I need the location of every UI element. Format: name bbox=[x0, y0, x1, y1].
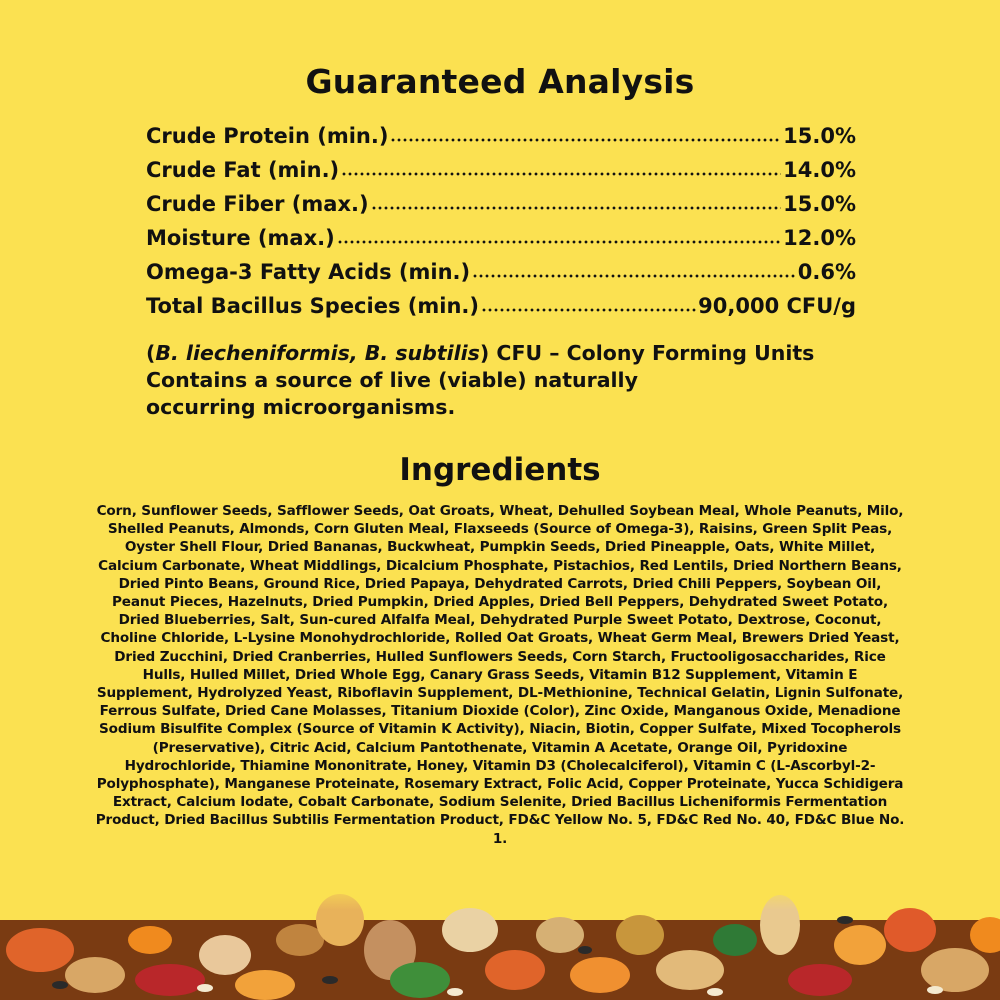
analysis-row-crude-fat bbox=[146, 158, 856, 192]
dot-leader bbox=[472, 273, 796, 279]
analysis-row-bacillus bbox=[146, 294, 856, 328]
cfu-note bbox=[146, 340, 866, 421]
cfu-note-line-3: occurring microorganisms. bbox=[146, 395, 456, 419]
guaranteed-analysis-list bbox=[146, 124, 856, 328]
analysis-label: Total Bacillus Species (min.) bbox=[146, 294, 479, 318]
dot-leader bbox=[341, 171, 781, 177]
ingredients-title: Ingredients bbox=[399, 452, 601, 488]
cfu-definition: ) CFU – Colony Forming Units bbox=[479, 341, 815, 365]
analysis-value: 15.0% bbox=[783, 192, 856, 216]
bacillus-species: B. liecheniformis, B. subtilis bbox=[155, 341, 480, 365]
analysis-row-crude-fiber bbox=[146, 192, 856, 226]
analysis-value: 0.6% bbox=[797, 260, 856, 284]
analysis-label: Omega-3 Fatty Acids (min.) bbox=[146, 260, 471, 284]
analysis-value: 14.0% bbox=[783, 158, 856, 182]
cfu-note-line-2: Contains a source of live (viable) naturally bbox=[146, 368, 638, 392]
analysis-value: 15.0% bbox=[783, 124, 856, 148]
cfu-note-line-1 bbox=[146, 340, 866, 367]
dot-leader bbox=[481, 307, 696, 313]
dot-leader bbox=[337, 239, 781, 245]
guaranteed-analysis-title: Guaranteed Analysis bbox=[305, 62, 695, 101]
analysis-label: Crude Fiber (max.) bbox=[146, 192, 369, 216]
dot-leader bbox=[371, 205, 782, 211]
analysis-label: Crude Protein (min.) bbox=[146, 124, 389, 148]
analysis-row-crude-protein bbox=[146, 124, 856, 158]
analysis-value: 12.0% bbox=[783, 226, 856, 250]
open-paren: ( bbox=[146, 341, 156, 365]
ingredients-list: Corn, Sunflower Seeds, Safflower Seeds, Oat Groats, Wheat, Dehulled Soybean Meal, Whole Peanuts, Milo, Shelled Peanuts, Almonds, Corn Gluten Meal, Flaxseeds (Source of Omega-3), Raisins, Green Split Peas, Oyster Shell Flour, Dried Bananas, Buckwheat, Pumpkin Seeds, Dried Pineapple, Oats, White Millet, Calcium Carbonate, Wheat Middlings, Dicalcium Phosphate, Pistachios, Red Lentils, Dried Northern Beans, Dried Pinto Beans, Ground Rice, Dried Papaya, Dehydrated Carrots, Dried Chili Peppers, Soybean Oil, Peanut Pieces, Hazelnuts, Dried Pumpkin, Dried Apples, Dried Bell Peppers, Dehydrated Sweet Potato, Dried Blueberries, Salt, Sun-cured Alfalfa Meal, Dehydrated Purple Sweet Potato, Dextrose, Coconut, Choline Chloride, L-Lysine Monohydrochloride, Rolled Oat Groats, Wheat Germ Meal, Brewers Dried Yeast, Dried Zucchini, Dried Cranberries, Hulled Sunflowers Seeds, Corn Starch, Fructooligosaccharides, Rice Hulls, Hulled Millet, Dried Whole Egg, Canary Grass Seeds, Vitamin B12 Supplement, Vitamin E Supplement, Hydrolyzed Yeast, Riboflavin Supplement, DL-Methionine, Technical Gelatin, Lignin Sulfonate, Ferrous Sulfate, Dried Cane Molasses, Titanium Dioxide (Color), Zinc Oxide, Manganous Oxide, Menadione Sodium Bisulfite Complex (Source of Vitamin K Activity), Niacin, Biotin, Copper Sulfate, Mixed Tocopherols (Preservative), Citric Acid, Calcium Pantothenate, Vitamin A Acetate, Orange Oil, Pyridoxine Hydrochloride, Thiamine Mononitrate, Honey, Vitamin D3 (Cholecalciferol), Vitamin C (L-Ascorbyl-2-Polyphosphate), Manganese Proteinate, Rosemary Extract, Folic Acid, Copper Proteinate, Yucca Schidigera Extract, Calcium Iodate, Cobalt Carbonate, Sodium Selenite, Dried Bacillus Licheniformis Fermentation Product, Dried Bacillus Subtilis Fermentation Product, FD&C Yellow No. 5, FD&C Red No. 40, FD&C Blue No. 1. bbox=[95, 503, 905, 847]
analysis-label: Moisture (max.) bbox=[146, 226, 335, 250]
analysis-row-omega-3 bbox=[146, 260, 856, 294]
seed-and-nut-mix-image bbox=[0, 880, 1000, 1000]
dot-leader bbox=[390, 137, 781, 143]
analysis-value: 90,000 CFU/g bbox=[698, 294, 856, 318]
analysis-label: Crude Fat (min.) bbox=[146, 158, 340, 182]
food-mix-illustration bbox=[0, 880, 1000, 1000]
analysis-row-moisture bbox=[146, 226, 856, 260]
